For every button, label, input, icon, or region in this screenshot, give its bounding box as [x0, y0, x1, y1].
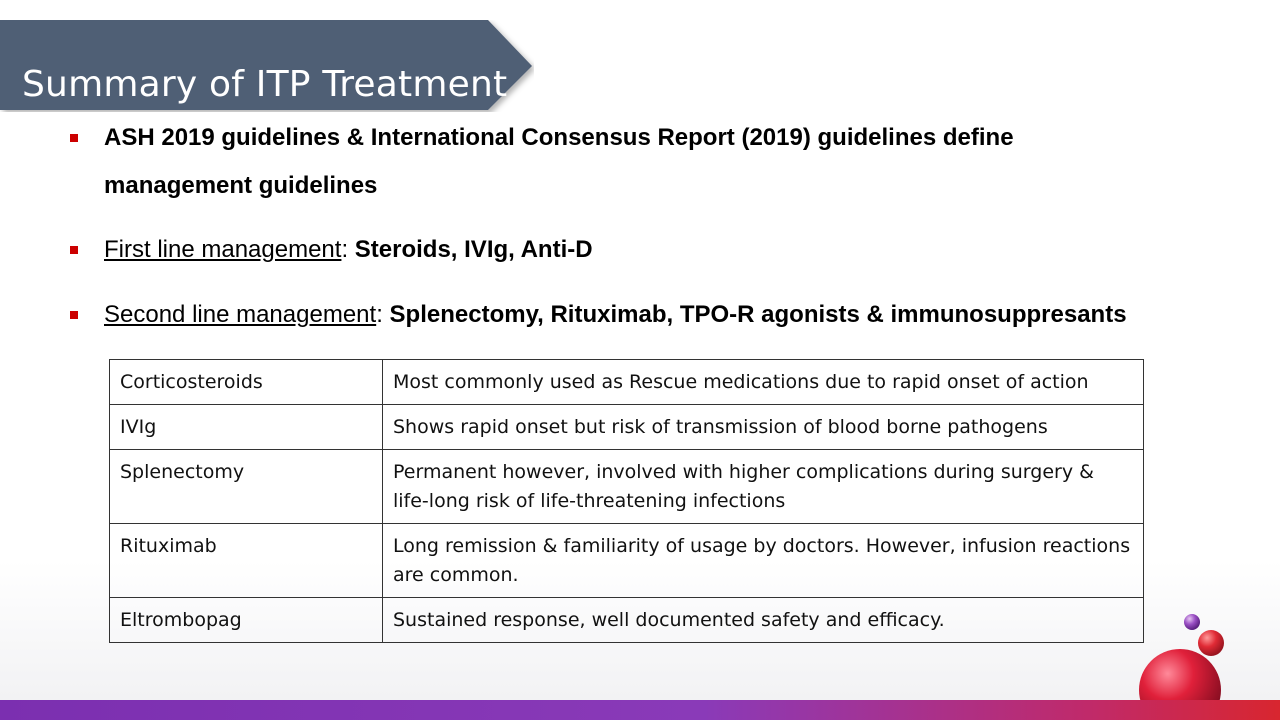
first-line-value: Steroids, IVIg, Anti-D [354, 236, 593, 263]
drug-cell: IVIg [110, 405, 383, 450]
footer-bar [0, 700, 1280, 720]
bullet-marker [70, 311, 78, 319]
first-line-separator: : [341, 236, 355, 263]
description-cell: Most commonly used as Rescue medications due to rapid onset of action [383, 360, 1144, 405]
page-title: Summary of ITP Treatment [22, 64, 508, 105]
bullet-guidelines-line2: management guidelines [104, 172, 378, 199]
second-line-value: Splenectomy, Rituximab, TPO-R agonists & immunosuppresants [389, 301, 1127, 328]
table-row [110, 450, 1144, 524]
description-cell: Permanent however, involved with higher complications during surgery & life-long risk of life-threatening infections [383, 450, 1144, 524]
first-line-label: First line management [104, 236, 342, 263]
drug-cell: Corticosteroids [110, 360, 383, 405]
drug-cell: Eltrombopag [110, 598, 383, 643]
table-row [110, 598, 1144, 643]
title-banner [0, 20, 534, 112]
bullet-first-line [104, 236, 593, 264]
description-cell: Shows rapid onset but risk of transmission of blood borne pathogens [383, 405, 1144, 450]
description-cell: Sustained response, well documented safety and efficacy. [383, 598, 1144, 643]
second-line-separator: : [376, 301, 390, 328]
second-line-label: Second line management [104, 301, 377, 328]
drug-cell: Splenectomy [110, 450, 383, 524]
table-row [110, 524, 1144, 598]
bullet-guidelines-line1: ASH 2019 guidelines & International Consensus Report (2019) guidelines define [104, 124, 1014, 151]
description-cell: Long remission & familiarity of usage by doctors. However, infusion reactions are common. [383, 524, 1144, 598]
treatment-table [109, 359, 1144, 643]
bullet-second-line [104, 301, 1127, 329]
table-row [110, 405, 1144, 450]
table-row [110, 360, 1144, 405]
drug-cell: Rituximab [110, 524, 383, 598]
bullet-marker [70, 134, 78, 142]
bullet-marker [70, 246, 78, 254]
